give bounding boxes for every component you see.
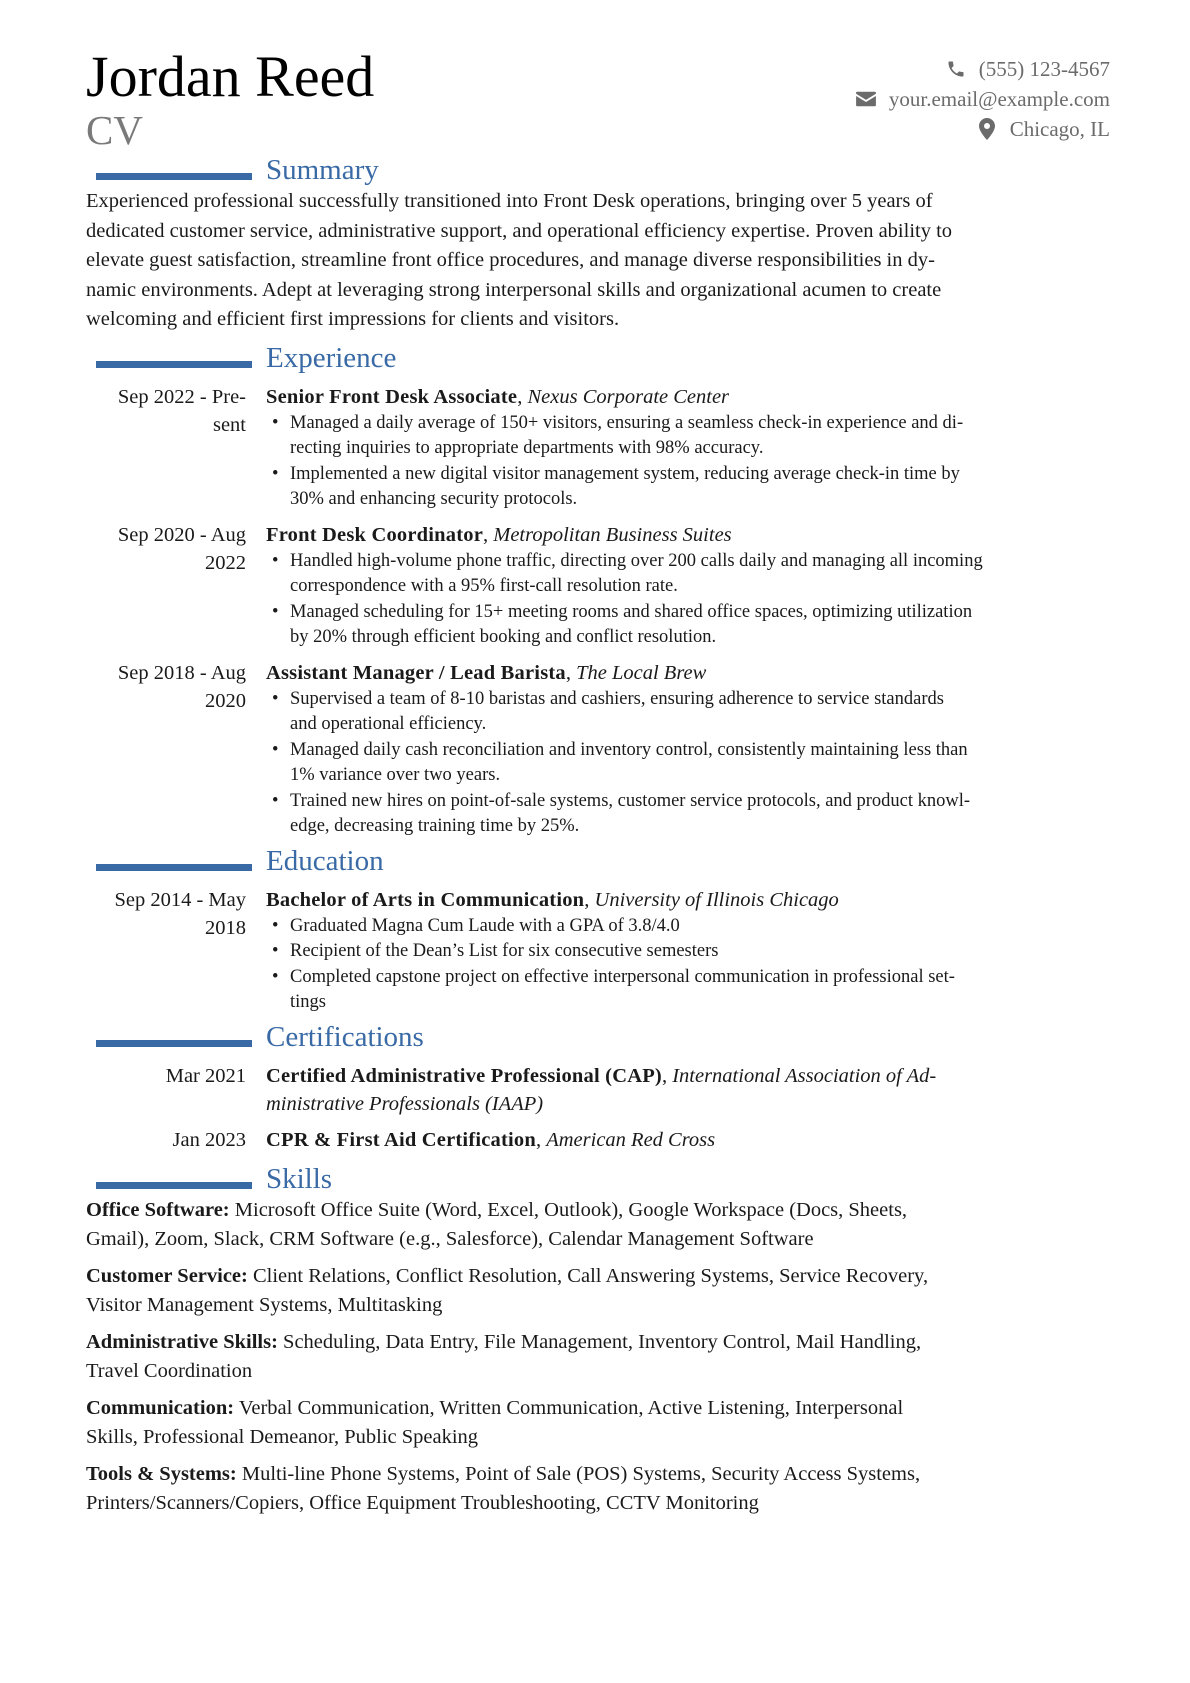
- entry-body: [266, 659, 1110, 840]
- summary-line: Experienced professional successfully transitioned into Front Desk operations, bringing over 5 years of: [86, 190, 933, 212]
- section-title: Skills: [266, 1162, 333, 1195]
- summary-paragraph: [86, 187, 1110, 335]
- bullet-item: • Handled high-volume phone traffic, directing over 200 calls daily and managing all incoming correspondence with a 95% first-call resolution rate.: [266, 549, 1110, 600]
- entry-heading: Bachelor of Arts in Communication, University of Illinois Chicago: [266, 888, 839, 911]
- person-name: Jordan Reed: [86, 44, 375, 109]
- entry-degree: Bachelor of Arts in Communication: [266, 888, 585, 911]
- bullet-item: • Managed daily cash reconciliation and inventory control, consistently maintaining less than 1% variance over two years.: [266, 738, 1110, 789]
- entry-heading: Front Desk Coordinator, Metropolitan Business Suites: [266, 523, 732, 546]
- summary-line: welcoming and efficient first impressions for clients and visitors.: [86, 308, 620, 330]
- entry-date: Sep 2020 - Aug 2022: [117, 523, 246, 574]
- skill-group: Tools & Systems: Multi-line Phone Systems, Point of Sale (POS) Systems, Security Access Systems, Printers/Scanners/Copiers, Office Equipment Troubleshooting, CCTV Monitoring: [86, 1462, 921, 1514]
- envelope-icon: [853, 90, 879, 108]
- phone-text: (555) 123-4567: [978, 56, 1110, 81]
- entry-date: Mar 2021: [165, 1064, 246, 1087]
- entry-heading: CPR & First Aid Certification, American Red Cross: [266, 1128, 716, 1151]
- skill-group: Administrative Skills: Scheduling, Data Entry, File Management, Inventory Control, Mail Handling, Travel Coordination: [86, 1330, 922, 1382]
- contact-phone: [853, 54, 1110, 84]
- entry-bullets: [266, 549, 1110, 651]
- entry-body: [266, 521, 1110, 651]
- entry-date: Jan 2023: [172, 1128, 246, 1151]
- bullet-item: • Implemented a new digital visitor management system, reducing average check-in time by 30% and enhancing security protocols.: [266, 462, 1110, 513]
- entry-body: [266, 383, 1110, 513]
- entry-organization: Nexus Corporate Center: [527, 385, 730, 408]
- entry-organization: The Local Brew: [576, 661, 707, 684]
- section-title: Education: [266, 844, 384, 877]
- summary-line: dedicated customer service, administrative support, and operational efficiency expertise. Proven ability to: [86, 219, 953, 242]
- bullet-item: • Completed capstone project on effective interpersonal communication in professional set- tings: [266, 965, 1110, 1016]
- bullet-item: • Managed scheduling for 15+ meeting rooms and shared office spaces, optimizing utilization by 20% through efficient booking and conflict resolution.: [266, 600, 1110, 651]
- entry-heading: Assistant Manager / Lead Barista, The Local Brew: [266, 661, 707, 684]
- bullet-item: • Graduated Magna Cum Laude with a GPA of 3.8/4.0: [266, 914, 1110, 940]
- location-text: Chicago, IL: [1009, 116, 1110, 141]
- cv-page: [86, 44, 1110, 1526]
- entry-issuer: International Association of Ad-: [672, 1064, 937, 1087]
- section-title: Certifications: [266, 1020, 424, 1053]
- skill-group: Customer Service: Client Relations, Conflict Resolution, Call Answering Systems, Service Recovery, Visitor Management Systems, Multitasking: [86, 1264, 929, 1316]
- skill-group: Communication: Verbal Communication, Written Communication, Active Listening, Interpersonal Skills, Professional Demeanor, Public Speaking: [86, 1396, 904, 1448]
- skills-list: [86, 1196, 1110, 1518]
- bullet-item: • Supervised a team of 8-10 baristas and cashiers, ensuring adherence to service standards and operational efficiency.: [266, 687, 1110, 738]
- entry-institution: University of Illinois Chicago: [594, 888, 839, 911]
- entry-bullets: [266, 914, 1110, 1016]
- entry-bullets: [266, 411, 1110, 513]
- skill-group: Office Software: Microsoft Office Suite (Word, Excel, Outlook), Google Workspace (Docs, Sheets, Gmail), Zoom, Slack, CRM Software (e.g., Salesforce), Calendar Management Software: [86, 1198, 908, 1250]
- contact-location: [853, 114, 1110, 144]
- map-pin-icon: [974, 118, 1000, 140]
- section-accent-bar: [96, 1040, 252, 1047]
- entry-bullets: [266, 687, 1110, 840]
- entry-body: [266, 886, 1110, 1016]
- entry-organization: Metropolitan Business Suites: [493, 523, 732, 546]
- education-entry: [86, 886, 1110, 1016]
- contact-block: [853, 54, 1110, 144]
- certification-entry: [86, 1062, 1110, 1118]
- entry-role: Senior Front Desk Associate: [266, 385, 518, 408]
- email-text: your.email@example.com: [888, 86, 1110, 111]
- bullet-item: • Trained new hires on point-of-sale systems, customer service protocols, and product knowl- edge, decreasing training time by 25%.: [266, 789, 1110, 840]
- entry-heading: Senior Front Desk Associate, Nexus Corporate Center: [266, 385, 730, 408]
- section-accent-bar: [96, 864, 252, 871]
- section-title: Experience: [266, 341, 397, 374]
- section-summary-heading: [86, 153, 1110, 187]
- entry-date: Sep 2022 - Pre- sent: [117, 385, 246, 436]
- entry-role: Front Desk Coordinator: [266, 523, 483, 546]
- entry-heading: Certified Administrative Professional (CAP), International Association of Ad-: [266, 1064, 937, 1087]
- experience-entry: [86, 521, 1110, 651]
- section-accent-bar: [96, 1182, 252, 1189]
- summary-line: elevate guest satisfaction, streamline front office procedures, and manage diverse responsibilities in dy-: [86, 249, 935, 271]
- phone-icon: [943, 59, 969, 79]
- experience-entry: [86, 659, 1110, 840]
- section-accent-bar: [96, 361, 252, 368]
- certification-entry: [86, 1126, 1110, 1154]
- summary-line: namic environments. Adept at leveraging strong interpersonal skills and organizational acumen to create: [86, 278, 942, 301]
- section-education-heading: [86, 844, 1110, 878]
- bullet-item: • Recipient of the Dean’s List for six consecutive semesters: [266, 939, 1110, 965]
- section-accent-bar: [96, 173, 252, 180]
- bullet-item: • Managed a daily average of 150+ visitors, ensuring a seamless check-in experience and di- recting inquiries to appropriate departments with 98% accuracy.: [266, 411, 1110, 462]
- experience-entry: [86, 383, 1110, 513]
- section-title: Summary: [266, 154, 379, 186]
- cv-header: [86, 44, 1110, 153]
- entry-issuer-cont: ministrative Professionals (IAAP): [266, 1092, 544, 1115]
- entry-date: Sep 2018 - Aug 2020: [117, 661, 246, 712]
- contact-email: [853, 84, 1110, 114]
- entry-issuer: American Red Cross: [546, 1128, 716, 1151]
- entry-body: [266, 1062, 1110, 1118]
- section-skills-heading: [86, 1162, 1110, 1196]
- section-certifications-heading: [86, 1020, 1110, 1054]
- entry-date: Sep 2014 - May 2018: [114, 888, 246, 939]
- entry-certification: Certified Administrative Professional (CAP): [266, 1064, 662, 1087]
- section-experience-heading: [86, 341, 1110, 375]
- entry-certification: CPR & First Aid Certification: [266, 1128, 536, 1151]
- entry-role: Assistant Manager / Lead Barista: [266, 661, 566, 684]
- document-subtitle: CV: [86, 107, 143, 153]
- entry-body: [266, 1126, 1110, 1154]
